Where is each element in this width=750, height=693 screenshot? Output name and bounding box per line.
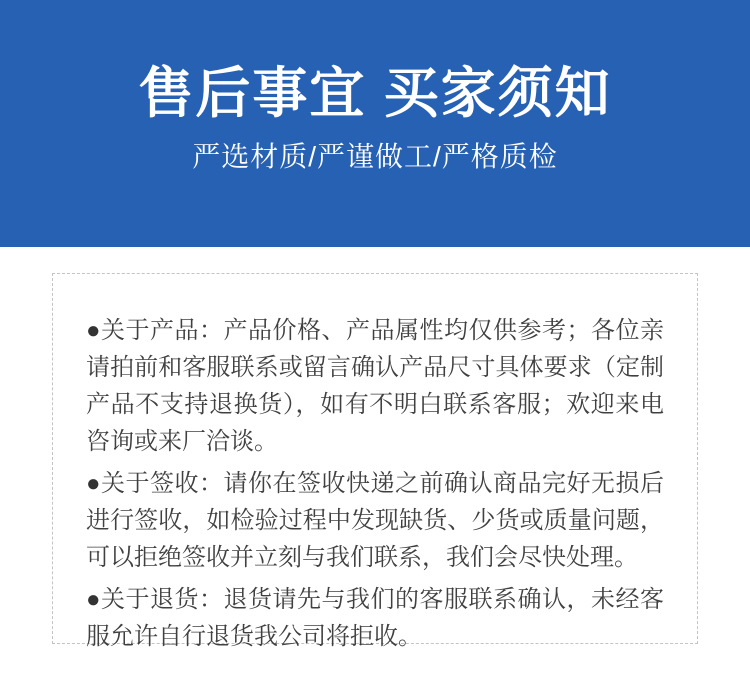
notice-item-body: 退货请先与我们的客服联系确认，未经客服允许自行退货我公司将拒收。 <box>86 586 664 650</box>
notice-item-title: 关于签收 <box>101 470 199 497</box>
notice-box <box>52 273 698 650</box>
notice-item-separator: ： <box>199 586 224 613</box>
notice-item-separator: ： <box>199 317 224 344</box>
banner-title: 售后事宜 买家须知 <box>138 62 612 124</box>
notice-item-title: 关于退货 <box>101 586 199 613</box>
bullet-icon: ● <box>86 586 101 613</box>
after-sales-banner <box>0 0 750 247</box>
notice-item-title: 关于产品 <box>101 317 199 344</box>
notice-item-product <box>86 312 664 460</box>
notice-item-returns <box>86 581 664 655</box>
notice-item-body: 产品价格、产品属性均仅供参考；各位亲请拍前和客服联系或留言确认产品尺寸具体要求（定制产品不支持退换货），如有不明白联系客服；欢迎来电咨询或来厂洽谈。 <box>86 317 664 455</box>
notice-item-separator: ： <box>199 470 224 497</box>
notice-item-signing <box>86 465 664 576</box>
notice-item-body: 请你在签收快递之前确认商品完好无损后进行签收，如检验过程中发现缺货、少货或质量问题，可以拒绝签收并立刻与我们联系，我们会尽快处理。 <box>86 470 664 571</box>
bullet-icon: ● <box>86 317 101 344</box>
bullet-icon: ● <box>86 470 101 497</box>
banner-subtitle: 严选材质/严谨做工/严格质检 <box>192 141 558 172</box>
